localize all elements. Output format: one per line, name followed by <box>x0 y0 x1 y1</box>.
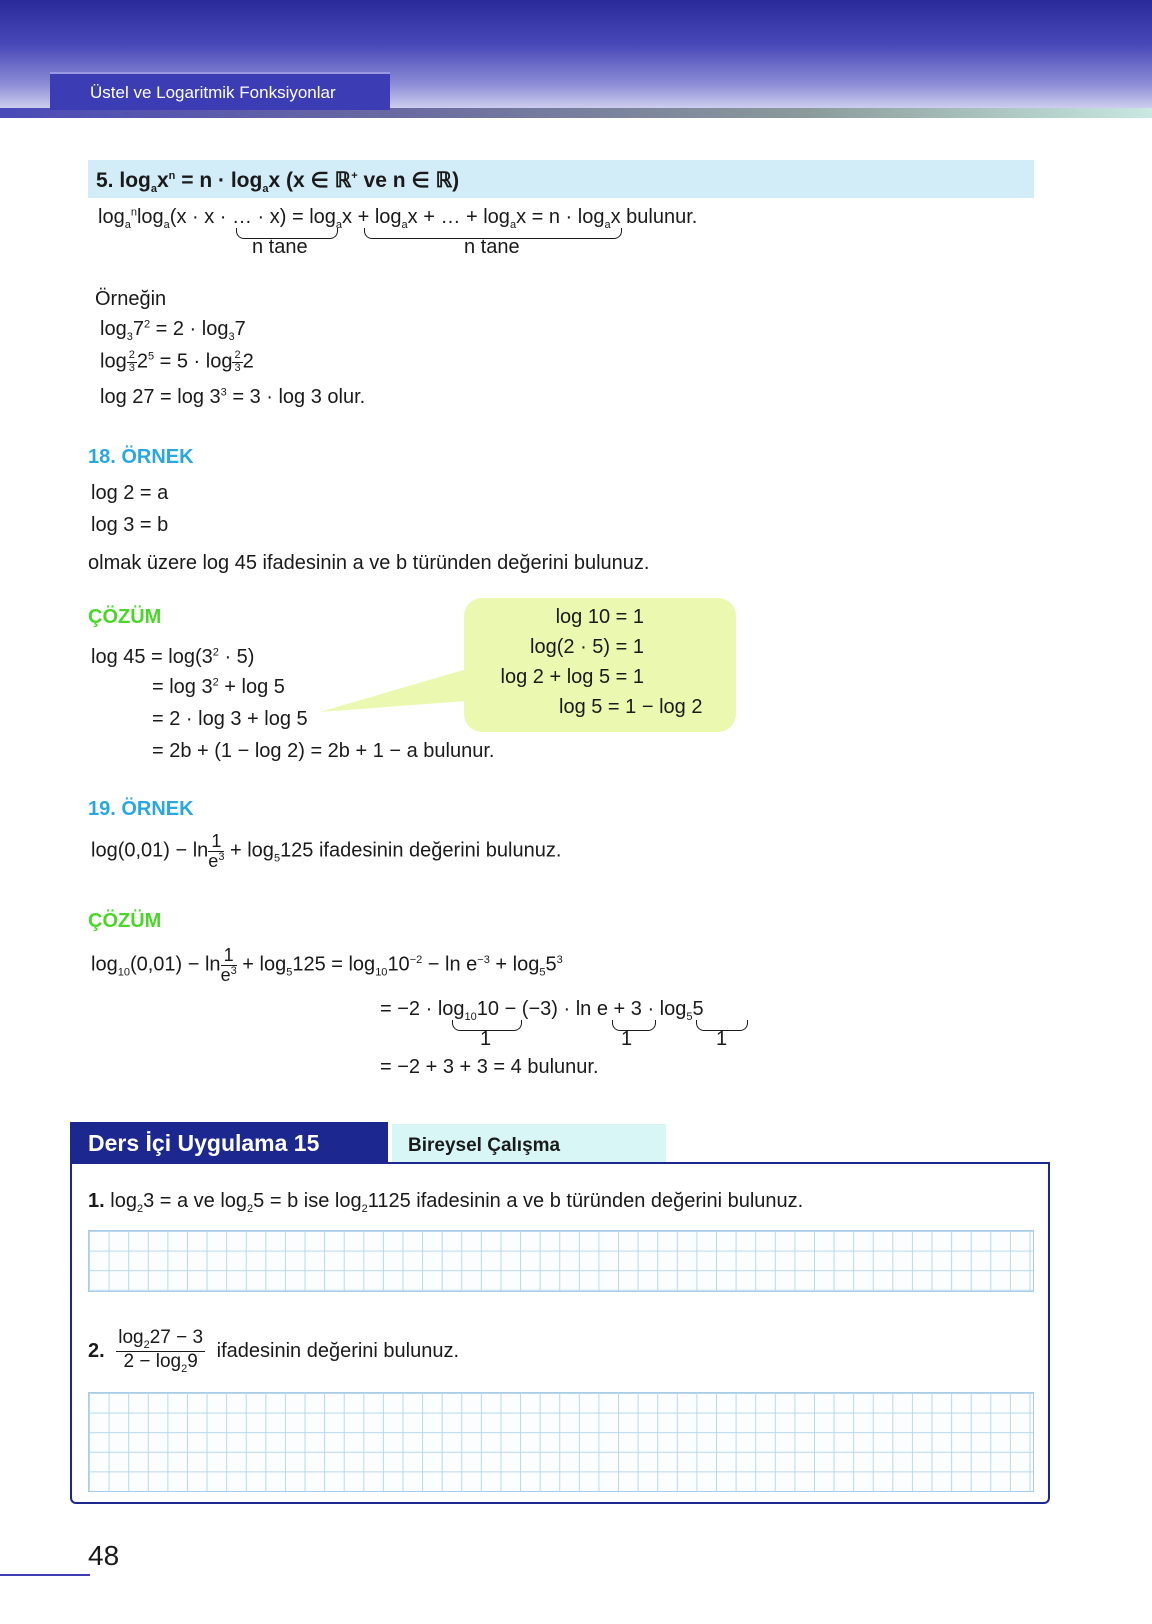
solution-19-line-3: = −2 + 3 + 3 = 4 bulunur. <box>380 1056 599 1078</box>
exercise-tab: Bireysel Çalışma <box>392 1124 666 1164</box>
solution-19-line-2: = $-2 \cdot \log_{10}10 - (-3) \cdot \ln e + 3 \cdot \log_55$ <box>380 998 704 1023</box>
answer-grid-1[interactable] <box>88 1230 1034 1292</box>
callout-line-4: log 5 = 1 − log 2 <box>559 696 703 718</box>
example-19-title: 19. ÖRNEK <box>88 798 194 820</box>
solution-18-line-1: $\log 45 = \log(3^2 \cdot 5)$ <box>91 646 255 668</box>
solution-18-line-3: = 2 · log 3 + log 5 <box>152 708 308 730</box>
value-one-1: 1 <box>480 1028 492 1050</box>
ornegin-line-2: log $\frac{2}{3}$ $2^5 = 5 \cdot \log$ $\frac{2}{3}$ 2 <box>100 349 254 374</box>
solution-18-title: ÇÖZÜM <box>88 606 162 628</box>
rule-5-expansion: $\log_a^n\log_a(x \cdot x$ · … · $x) = \log_ax + \log_ax$ + … + $\log_ax = n \cdot \log_ax$ bulunur. <box>98 206 698 231</box>
n-tane-label-2: n tane <box>464 236 520 258</box>
page-number: 48 <box>88 1540 120 1571</box>
answer-grid-2[interactable] <box>88 1392 1034 1492</box>
value-one-3: 1 <box>716 1028 728 1050</box>
example-18-given-2: log 3 = b <box>91 514 169 536</box>
example-18-question: olmak üzere log 45 ifadesinin a ve b türünden değerini bulunuz. <box>88 552 650 574</box>
rule-5-title: 5. $\log_ax^n = n \cdot \log_ax$ (x ∈ ℝ+ ve n ∈ ℝ) <box>96 169 460 196</box>
callout-bubble <box>464 598 736 732</box>
page-number-underline <box>0 1574 90 1576</box>
callout-line-2: log(2 · 5) = 1 <box>530 636 644 658</box>
solution-19-line-1: $\log_{10}(0,01) - \ln$ $\frac{1}{e^3}$ + $\log_5125 = \log_{10}10^{-2} - \ln e^{-3} + \log_55^3$ <box>91 945 563 985</box>
exercise-question-1: 1. $\log_23 = a$ ve $\log_25 = b$ ise $\log_21125$ ifadesinin a ve b türünden değerini bulunuz. <box>88 1190 804 1215</box>
ornegin-line-1: $\log_37^2 = 2 \cdot \log_37$ <box>100 318 246 343</box>
example-19-question: log(0,01) − ln $\frac{1}{e^3}$ + $\log_5125$ ifadesinin değerini bulunuz. <box>91 831 562 871</box>
chapter-title: Üstel ve Logaritmik Fonksiyonlar <box>50 72 390 110</box>
example-18-title: 18. ÖRNEK <box>88 446 194 468</box>
solution-19-title: ÇÖZÜM <box>88 910 162 932</box>
callout-line-3: log 2 + log 5 = 1 <box>500 666 644 688</box>
brace-one-2 <box>612 1020 656 1031</box>
value-one-2: 1 <box>621 1028 633 1050</box>
callout-line-1: log 10 = 1 <box>555 606 644 628</box>
exercise-title: Ders İçi Uygulama 15 <box>70 1122 388 1164</box>
solution-18-line-4: = 2b + (1 − log 2) = 2b + 1 − a bulunur. <box>152 740 495 762</box>
example-18-given-1: log 2 = a <box>91 482 169 504</box>
n-tane-label-1: n tane <box>252 236 308 258</box>
ornegin-line-3: $\log 27 = \log 3^3 = 3 \cdot \log 3$ olur. <box>100 386 366 408</box>
solution-18-line-2: = $\log 3^2 + \log 5$ <box>152 676 285 698</box>
ornegin-label: Örneğin <box>95 288 167 310</box>
exercise-question-2: 2. $\frac{\log_227 - 3}{2 - \log_29}$ ifadesinin değerini bulunuz. <box>88 1327 460 1376</box>
